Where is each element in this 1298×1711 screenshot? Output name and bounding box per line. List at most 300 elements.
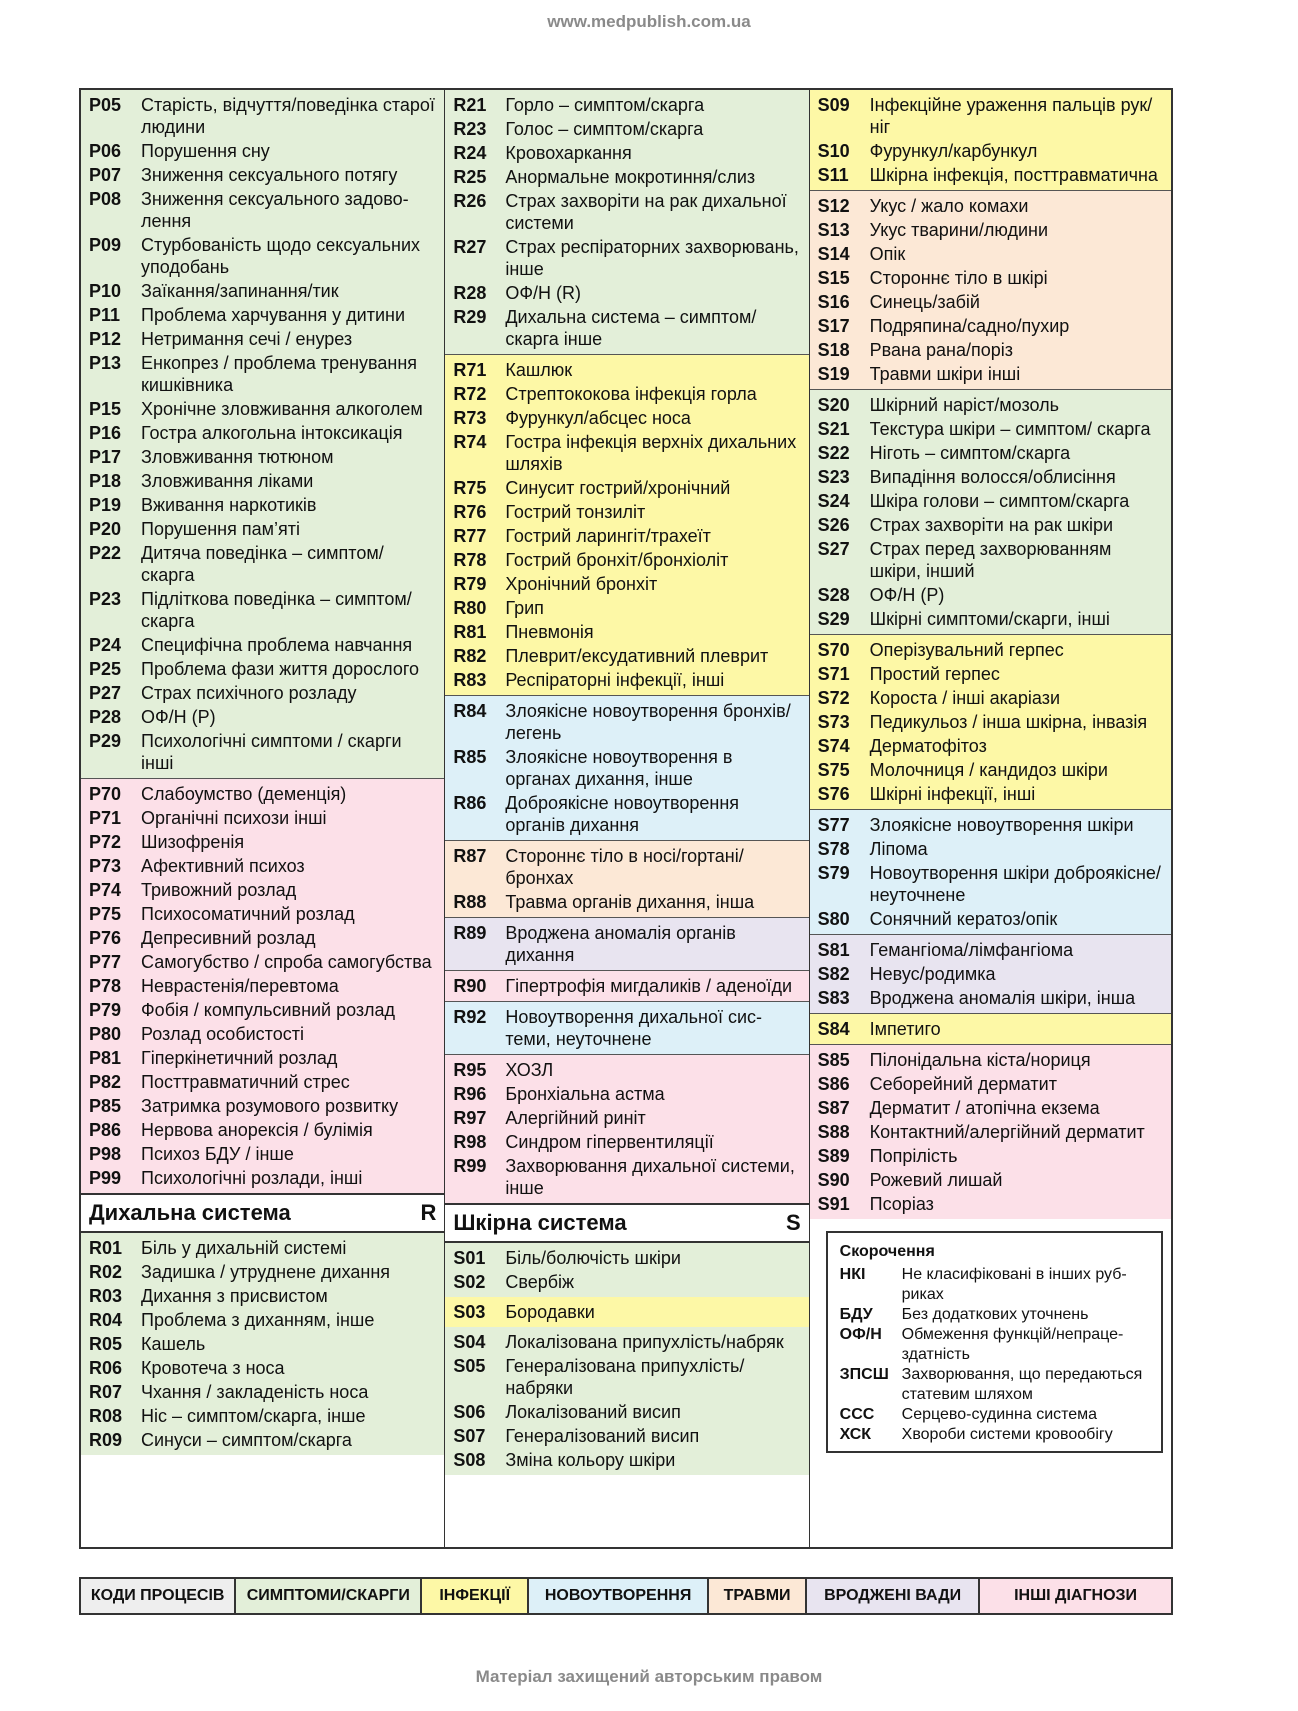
column-filler (445, 1475, 808, 1547)
code-row (445, 430, 808, 476)
code-id: R28 (453, 283, 487, 303)
code-id: S22 (817, 443, 850, 463)
code-row (810, 607, 1171, 631)
code-id: R07 (89, 1382, 123, 1402)
code-id: P76 (89, 928, 122, 948)
code-group-blue (445, 1001, 808, 1054)
code-id: S76 (817, 784, 850, 804)
code-id: S79 (817, 863, 850, 883)
abbreviations-box (826, 1231, 1163, 1453)
abbreviation-row (840, 1365, 1151, 1405)
code-label: Гемангіома/лімфангіома (869, 940, 1074, 960)
code-label: Педикульоз / інша шкірна, інвазія (869, 712, 1148, 732)
code-row (81, 1284, 444, 1308)
code-label: Гострий бронхіт/бронхіоліт (505, 550, 729, 570)
code-group-blue (445, 695, 808, 840)
code-row (81, 139, 444, 163)
code-row (81, 950, 444, 974)
code-id: P28 (89, 707, 122, 727)
code-row (81, 681, 444, 705)
code-row (81, 1236, 444, 1260)
code-row (445, 890, 808, 914)
code-id: S71 (817, 664, 850, 684)
code-row (445, 524, 808, 548)
legend-item: ІНФЕКЦІЇ (422, 1579, 529, 1613)
code-label: Ніс – симптом/скарга, інше (141, 1406, 366, 1426)
code-id: S85 (817, 1050, 850, 1070)
abbreviation-label: Захворювання, що передаються статевим шляхом (901, 1366, 1143, 1403)
code-label: Проблема харчування у дитини (141, 305, 406, 325)
code-id: S16 (817, 292, 850, 312)
column-filler (81, 1455, 444, 1547)
code-group-violet (445, 917, 808, 970)
code-row (445, 921, 808, 967)
code-label: Шкірний наріст/мозоль (869, 395, 1060, 415)
code-id: S05 (453, 1356, 486, 1376)
code-id: S28 (817, 585, 850, 605)
code-id: R06 (89, 1358, 123, 1378)
abbreviation-row (840, 1265, 1151, 1305)
code-id: P22 (89, 543, 122, 563)
code-row (810, 139, 1171, 163)
code-id: S01 (453, 1248, 486, 1268)
code-row (81, 878, 444, 902)
code-label: Зниження сексуального потягу (141, 165, 398, 185)
code-group-yellow (445, 1297, 808, 1327)
code-row (81, 93, 444, 139)
code-row (81, 633, 444, 657)
code-id: S26 (817, 515, 850, 535)
section-title: Дихальна система (89, 1200, 291, 1225)
code-label: Вроджена аномалія органів дихання (505, 923, 736, 965)
code-row (810, 1048, 1171, 1072)
code-group-green (810, 389, 1171, 634)
code-row (445, 620, 808, 644)
code-row (81, 974, 444, 998)
code-label: Біль/болючість шкіри (505, 1248, 681, 1268)
code-row (81, 1308, 444, 1332)
code-id: R25 (453, 167, 487, 187)
code-row (445, 500, 808, 524)
code-row (445, 596, 808, 620)
code-label: Бронхіальна астма (505, 1084, 665, 1104)
code-row (445, 1354, 808, 1400)
code-label: Подряпина/садно/пухир (869, 316, 1070, 336)
code-label: Шкірні симптоми/скарги, інші (869, 609, 1110, 629)
code-id: S90 (817, 1170, 850, 1190)
code-label: Кашель (141, 1334, 206, 1354)
code-label: Проблема з диханням, інше (141, 1310, 375, 1330)
code-label: Горло – симптом/скарга (505, 95, 705, 115)
abbreviation-label: Серцево-судинна система (901, 1406, 1098, 1423)
code-label: Рожевий лишай (869, 1170, 1003, 1190)
code-id: P80 (89, 1024, 122, 1044)
column-1 (81, 90, 445, 1547)
code-id: S70 (817, 640, 850, 660)
code-label: Пілонідальна кіста/нориця (869, 1050, 1091, 1070)
legend-item: НОВОУТВОРЕННЯ (529, 1579, 709, 1613)
code-id: S17 (817, 316, 850, 336)
code-row (81, 1166, 444, 1190)
code-row (81, 1070, 444, 1094)
code-row (81, 1118, 444, 1142)
code-id: R77 (453, 526, 487, 546)
code-label: Молочниця / кандидоз шкіри (869, 760, 1108, 780)
code-row (810, 583, 1171, 607)
code-row (810, 194, 1171, 218)
code-row (81, 1094, 444, 1118)
abbreviation-row (840, 1405, 1151, 1425)
code-label: Нетримання сечі / енурез (141, 329, 353, 349)
code-group-orange (810, 190, 1171, 389)
code-id: R85 (453, 747, 487, 767)
code-row (445, 644, 808, 668)
code-id: P19 (89, 495, 122, 515)
code-row (810, 837, 1171, 861)
section-letter: R (420, 1200, 437, 1225)
code-id: S78 (817, 839, 850, 859)
code-label: Страх захворіти на рак дихальної системи (505, 191, 787, 233)
code-id: S19 (817, 364, 850, 384)
code-row (81, 1260, 444, 1284)
code-row (81, 493, 444, 517)
code-label: ОФ/Н (R) (505, 283, 582, 303)
code-group-yellow (445, 354, 808, 695)
code-row (810, 1120, 1171, 1144)
column-3 (810, 90, 1171, 1547)
code-label: Текстура шкіри – симптом/ скарга (869, 419, 1151, 439)
code-id: R80 (453, 598, 487, 618)
abbreviation-label: Не класифіковані в інших рубриках (901, 1266, 1127, 1303)
code-id: S08 (453, 1450, 486, 1470)
code-id: R97 (453, 1108, 487, 1128)
code-row (445, 1424, 808, 1448)
code-group-green (81, 1233, 444, 1455)
code-row (81, 327, 444, 351)
code-label: Нервова анорексія / булімія (141, 1120, 373, 1140)
section-header (445, 1203, 808, 1243)
code-row (810, 537, 1171, 583)
code-id: R71 (453, 360, 487, 380)
abbreviation-label: Хвороби системи кровообігу (901, 1426, 1113, 1443)
code-id: S75 (817, 760, 850, 780)
code-id: R23 (453, 119, 487, 139)
code-row (81, 998, 444, 1022)
code-label: Оперізувальний герпес (869, 640, 1064, 660)
code-row (810, 758, 1171, 782)
code-row (810, 734, 1171, 758)
code-id: P77 (89, 952, 122, 972)
code-row (810, 782, 1171, 806)
code-id: P10 (89, 281, 122, 301)
code-id: R01 (89, 1238, 123, 1258)
code-row (810, 986, 1171, 1010)
code-group-green (445, 90, 808, 354)
code-row (445, 1400, 808, 1424)
code-row (445, 476, 808, 500)
code-row (810, 242, 1171, 266)
code-row (445, 305, 808, 351)
code-row (810, 465, 1171, 489)
code-label: Невус/родимка (869, 964, 996, 984)
code-id: R98 (453, 1132, 487, 1152)
code-row (81, 469, 444, 493)
code-label: Проблема фази життя дорослого (141, 659, 420, 679)
code-row (81, 351, 444, 397)
code-row (445, 791, 808, 837)
code-label: Доброякісне новоутворення органів дихання (505, 793, 740, 835)
code-label: Посттравматичний стрес (141, 1072, 350, 1092)
code-id: P05 (89, 95, 122, 115)
abbreviation-code: ОФ/Н (839, 1326, 882, 1343)
code-label: Дихальна система – симптом/ скарга інше (505, 307, 757, 349)
code-row (81, 163, 444, 187)
code-row (81, 782, 444, 806)
code-id: P08 (89, 189, 122, 209)
code-label: Кровохаркання (505, 143, 632, 163)
code-id: R21 (453, 95, 487, 115)
code-id: R88 (453, 892, 487, 912)
code-label: Задишка / утруднене дихання (141, 1262, 391, 1282)
code-group-green (445, 1243, 808, 1297)
code-row (81, 541, 444, 587)
code-label: Страх захворіти на рак шкіри (869, 515, 1114, 535)
code-row (810, 441, 1171, 465)
abbreviations-title: Скорочення (839, 1243, 935, 1260)
code-label: Розлад особистості (141, 1024, 304, 1044)
code-label: Підліткова поведінка – симптом/ скарга (141, 589, 412, 631)
code-row (445, 974, 808, 998)
code-group-yellow (810, 90, 1171, 190)
code-id: S06 (453, 1402, 486, 1422)
code-row (81, 1022, 444, 1046)
code-id: S11 (817, 165, 849, 185)
code-row (445, 141, 808, 165)
code-id: R86 (453, 793, 487, 813)
code-id: S27 (817, 539, 850, 559)
code-row (81, 1380, 444, 1404)
code-id: P71 (89, 808, 122, 828)
code-row (445, 745, 808, 791)
abbreviation-code: ССС (839, 1406, 875, 1423)
code-id: P15 (89, 399, 122, 419)
code-row (445, 1082, 808, 1106)
code-label: Зловживання ліками (141, 471, 314, 491)
code-label: Гостра алкогольна інтоксикація (141, 423, 403, 443)
code-id: P74 (89, 880, 122, 900)
code-row (445, 1300, 808, 1324)
code-row (810, 1096, 1171, 1120)
code-group-violet (810, 934, 1171, 1013)
code-row (81, 1356, 444, 1380)
code-row (445, 699, 808, 745)
code-label: Локалізований висип (505, 1402, 681, 1422)
code-id: P98 (89, 1144, 122, 1164)
code-label: Вживання наркотиків (141, 495, 317, 515)
abbreviation-row (840, 1305, 1151, 1325)
code-id: S74 (817, 736, 850, 756)
code-label: Афективний психоз (141, 856, 305, 876)
code-row (81, 1046, 444, 1070)
code-group-green (445, 1327, 808, 1475)
code-id: S80 (817, 909, 850, 929)
code-label: Голос – симптом/скарга (505, 119, 704, 139)
code-id: R96 (453, 1084, 487, 1104)
code-id: R29 (453, 307, 487, 327)
code-row (445, 1330, 808, 1354)
code-row (810, 861, 1171, 907)
code-label: ОФ/Н (Р) (141, 707, 216, 727)
code-row (445, 844, 808, 890)
code-label: Шизофренія (141, 832, 245, 852)
code-label: Зміна кольору шкіри (505, 1450, 676, 1470)
code-id: R26 (453, 191, 487, 211)
code-row (810, 338, 1171, 362)
code-row (81, 421, 444, 445)
code-row (445, 1246, 808, 1270)
legend-item: ІНШІ ДІАГНОЗИ (980, 1579, 1171, 1613)
code-label: Локалізована припухлість/набряк (505, 1332, 784, 1352)
code-label: Специфічна проблема навчання (141, 635, 413, 655)
code-id: R72 (453, 384, 487, 404)
code-row (810, 710, 1171, 734)
code-id: S91 (817, 1194, 850, 1214)
code-id: S10 (817, 141, 850, 161)
legend-item: ТРАВМИ (709, 1579, 807, 1613)
code-row (445, 1448, 808, 1472)
code-row (445, 406, 808, 430)
code-row (810, 393, 1171, 417)
code-id: S13 (817, 220, 850, 240)
code-id: P70 (89, 784, 122, 804)
code-label: Стурбованість щодо сексуальних уподобань (141, 235, 421, 277)
code-row (810, 513, 1171, 537)
code-label: Стрептококова інфекція горла (505, 384, 757, 404)
code-label: Гостра інфекція верхніх дихальних шляхів (505, 432, 797, 474)
code-row (445, 1154, 808, 1200)
code-group-pink (810, 1044, 1171, 1219)
code-label: Психологічні розлади, інші (141, 1168, 363, 1188)
code-id: R87 (453, 846, 487, 866)
code-label: Фурункул/карбункул (869, 141, 1038, 161)
code-row (810, 1072, 1171, 1096)
code-row (445, 1005, 808, 1051)
code-label: Слабоумство (деменція) (141, 784, 347, 804)
code-id: R81 (453, 622, 487, 642)
code-label: Дерматофітоз (869, 736, 987, 756)
code-row (445, 572, 808, 596)
code-id: P12 (89, 329, 122, 349)
abbreviation-row (840, 1425, 1151, 1445)
code-label: Енкопрез / проблема тренування кишківника (141, 353, 418, 395)
code-row (445, 548, 808, 572)
code-label: Зниження сексуального задоволення (141, 189, 409, 231)
code-id: S09 (817, 95, 850, 115)
code-id: S24 (817, 491, 850, 511)
code-label: Анормальне мокротиння/слиз (505, 167, 756, 187)
code-id: P27 (89, 683, 122, 703)
code-id: R75 (453, 478, 487, 498)
code-label: Сонячний кератоз/опік (869, 909, 1058, 929)
code-label: Фурункул/абсцес носа (505, 408, 691, 428)
code-label: Порушення сну (141, 141, 270, 161)
code-row (810, 266, 1171, 290)
code-label: Псоріаз (869, 1194, 934, 1214)
code-id: P23 (89, 589, 122, 609)
legend-item: КОДИ ПРОЦЕСІВ (81, 1579, 236, 1613)
code-id: S20 (817, 395, 850, 415)
code-label: Злоякісне новоутворення бронхів/легень (505, 701, 791, 743)
code-id: S87 (817, 1098, 850, 1118)
code-row (445, 93, 808, 117)
code-label: Укус / жало комахи (869, 196, 1029, 216)
code-id: R04 (89, 1310, 123, 1330)
code-id: R89 (453, 923, 487, 943)
section-letter: S (785, 1210, 801, 1235)
site-url: www.medpublish.com.ua (547, 12, 751, 31)
code-id: R73 (453, 408, 487, 428)
code-row (81, 806, 444, 830)
code-label: Бородавки (505, 1302, 595, 1322)
code-label: Рвана рана/поріз (869, 340, 1013, 360)
code-row (81, 445, 444, 469)
code-row (810, 218, 1171, 242)
code-id: S81 (817, 940, 850, 960)
code-id: P82 (89, 1072, 122, 1092)
code-id: R99 (453, 1156, 487, 1176)
code-id: S14 (817, 244, 850, 264)
code-label: Себорейний дерматит (869, 1074, 1057, 1094)
code-label: Порушення пам’яті (141, 519, 300, 539)
legend-item: СИМПТОМИ/СКАРГИ (236, 1579, 422, 1613)
code-row (810, 962, 1171, 986)
code-id: P72 (89, 832, 122, 852)
code-label: Генералізована припухлість/ набряки (505, 1356, 745, 1398)
code-row (810, 662, 1171, 686)
code-label: Короста / інші акаріази (869, 688, 1061, 708)
code-label: Дихання з присвистом (141, 1286, 328, 1306)
code-label: Дитяча поведінка – симптом/ скарга (141, 543, 384, 585)
code-label: Простий герпес (869, 664, 1000, 684)
code-id: S84 (817, 1019, 850, 1039)
code-id: S77 (817, 815, 850, 835)
code-label: Свербіж (505, 1272, 575, 1292)
code-row (445, 668, 808, 692)
code-row (81, 705, 444, 729)
code-id: P06 (89, 141, 122, 161)
code-id: P07 (89, 165, 122, 185)
code-label: Тривожний розлад (141, 880, 297, 900)
code-label: Синусит гострий/хронічний (505, 478, 731, 498)
code-row (81, 1332, 444, 1356)
code-row (810, 417, 1171, 441)
code-id: R79 (453, 574, 487, 594)
code-label: Синуси – симптом/скарга (141, 1430, 352, 1450)
code-label: Інфекційне ураження пальців рук/ніг (869, 95, 1153, 137)
code-id: S23 (817, 467, 850, 487)
code-id: R03 (89, 1286, 123, 1306)
code-label: Самогубство / спроба самогубства (141, 952, 432, 972)
code-label: Страх респіраторних захворювань, інше (505, 237, 799, 279)
code-row (81, 1404, 444, 1428)
code-id: S07 (453, 1426, 486, 1446)
code-label: Алергійний риніт (505, 1108, 646, 1128)
code-label: Попрілість (869, 1146, 958, 1166)
code-label: Психоз БДУ / інше (141, 1144, 294, 1164)
code-label: Біль у дихальній системі (141, 1238, 347, 1258)
code-label: Ліпома (869, 839, 928, 859)
code-row (81, 187, 444, 233)
